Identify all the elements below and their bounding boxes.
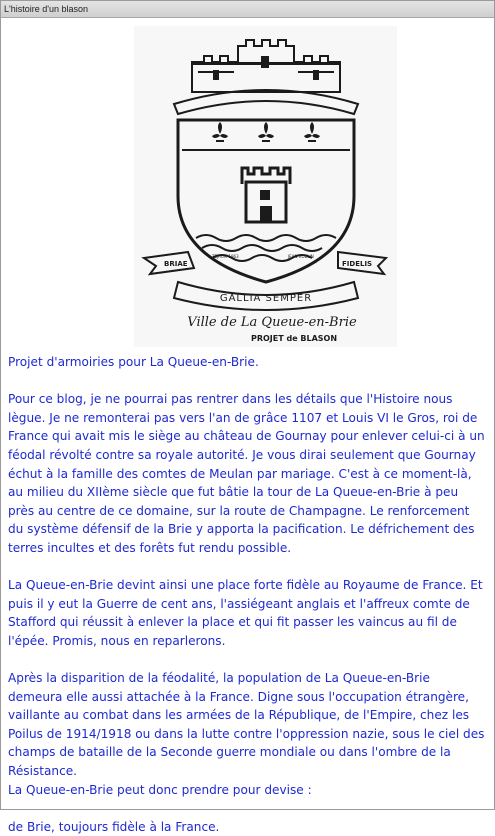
ribbon-right-text: FIDELIS xyxy=(342,260,373,268)
paragraph-after-feudalism: Après la disparition de la féodalité, la population de La Queue-en-Brie demeura elle aussi attachée à la France. Digne sous l'occupation étrangère, vaillante au combat dans les armées de la République, de l'Empire, chez les Poilus de 1914/1918 ou dans la lutte contre l'oppression nazie, sous le ciel des champs de bataille de la Seconde guerre mondiale ou dans l'ombre de la Résistance. xyxy=(8,671,485,779)
signature-text: Ville de La Queue-en-Brie xyxy=(187,315,357,330)
page-content xyxy=(1,18,494,836)
paragraph-intro: Pour ce blog, je ne pourrai pas rentrer dans les détails que l'Histoire nous lègue. Je ne remonterai pas vers l'an de grâce 1107 et Louis VI le Gros, roi de France qui avait mis le siège au château de Gournay pour enlever celui-ci à un féodal révolté contre sa royale autorité. Je vous dirai seulement que Gournay échut à la famille des comtes de Meulan par mariage. C'est à ce moment-là, au milieu du XIIème siècle que fut bâtie la tour de La Queue-en-Brie à peu près au centre de ce domaine, sur la route de Champagne. Le renforcement du système défensif de la Brie y apporta la pacification. Le défrichement des terres incultes et des forêts fut rendu possible. xyxy=(8,392,485,555)
project-line-text: PROJET de BLASON xyxy=(250,334,338,343)
small-left-text: TEJAUM 1963 xyxy=(212,254,239,259)
coat-of-arms-image xyxy=(134,26,397,347)
small-right-text: JEAN ROBLIN xyxy=(288,254,314,259)
paragraph-stronghold: La Queue-en-Brie devint ainsi une place forte fidèle au Royaume de France. Et puis il y eut la Guerre de cent ans, l'assiégeant anglais et l'affreux comte de Stafford qui réussit à enlever la place et qui fit passer les vaincus au fil de l'épée. Promis, nous en reparlerons. xyxy=(8,578,483,648)
ribbon-left-text: BRIAE xyxy=(164,260,188,268)
window-title: L'histoire d'un blason xyxy=(1,1,494,18)
paragraph-motto-intro: La Queue-en-Brie peut donc prendre pour devise : xyxy=(8,782,312,797)
motto-text: GALLIA SEMPER xyxy=(219,293,313,304)
paragraph-motto: de Brie, toujours fidèle à la France. xyxy=(8,819,220,834)
image-caption: Projet d'armoiries pour La Queue-en-Brie. xyxy=(8,355,259,369)
